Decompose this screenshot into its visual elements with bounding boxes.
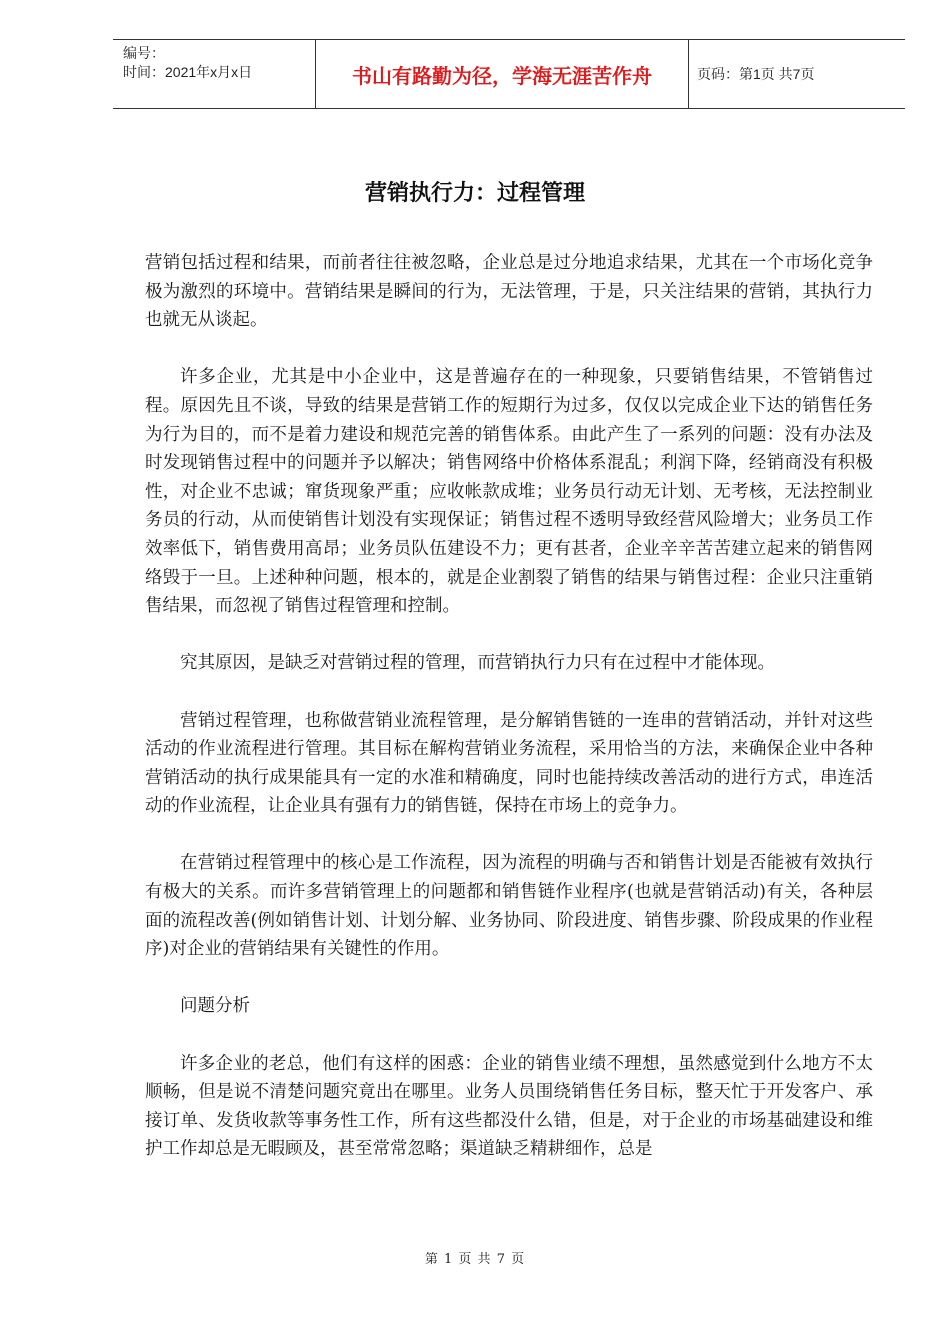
section-heading: 问题分析 — [180, 996, 250, 1017]
header-meta — [113, 40, 315, 108]
paragraph: 在营销过程管理中的核心是工作流程，因为流程的明确与否和销售计划是否能被有效执行有极大的关系。而许多营销管理上的问题都和销售链作业程序(也就是营销活动)有关，各种层面的流程改善(例如销售计划、计划分解、业务协同、阶段进度、销售步骤、阶段成果的作业程序)对企业的营销结果有关键性的作用。 — [145, 853, 873, 960]
paragraph: 营销过程管理，也称做营销业流程管理，是分解销售链的一连串的营销活动，并针对这些活动的作业流程进行管理。其目标在解构营销业务流程，采用恰当的方法，来确保企业中各种营销活动的执行成果能具有一定的水准和精确度，同时也能持续改善活动的进行方式，串连活动的作业流程，让企业具有强有力的销售链，保持在市场上的竞争力。 — [145, 710, 873, 817]
document-title: 营销执行力：过程管理 — [364, 181, 585, 206]
header-table — [113, 39, 905, 109]
document-number-label: 编号： — [123, 45, 165, 61]
header-motto: 书山有路勤为径，学海无涯苦作舟 — [315, 40, 689, 108]
paragraph: 究其原因，是缺乏对营销过程的管理，而营销执行力只有在过程中才能体现。 — [180, 653, 775, 674]
paragraph: 许多企业，尤其是中小企业中，这是普遍存在的一种现象，只要销售结果，不管销售过程。原因先且不谈，导致的结果是营销工作的短期行为过多，仅仅以完成企业下达的销售任务为行为目的，而不是着力建设和规范完善的销售体系。由此产生了一系列的问题：没有办法及时发现销售过程中的问题并予以解决；销售网络中价格体系混乱；利润下降，经销商没有积极性，对企业不忠诚；窜货现象严重；应收帐款成堆；业务员行动无计划、无考核，无法控制业务员的行动，从而使销售计划没有实现保证；销售过程不透明导致经营风险增大；业务员工作效率低下，销售费用高昂；业务员队伍建设不力；更有甚者，企业辛辛苦苦建立起来的销售网络毁于一旦。上述种种问题，根本的，就是企业割裂了销售的结果与销售过程：企业只注重销售结果，而忽视了销售过程管理和控制。 — [145, 367, 873, 617]
paragraph-intro: 营销包括过程和结果，而前者往往被忽略，企业总是过分地追求结果，尤其在一个市场化竞争极为激烈的环境中。营销结果是瞬间的行为，无法管理，于是，只关注结果的营销，其执行力也就无从谈起。 — [145, 253, 873, 331]
document-time-label: 时间：2021年x月x日 — [123, 64, 253, 80]
header-page-info: 页码：第1页 共7页 — [697, 66, 815, 82]
document-body — [145, 249, 873, 1164]
paragraph: 许多企业的老总，他们有这样的困惑：企业的销售业绩不理想，虽然感觉到什么地方不太顺畅，但是说不清楚问题究竟出在哪里。业务人员围绕销售任务目标，整天忙于开发客户、承接订单、发货收款等事务性工作，所有这些都没什么错，但是，对于企业的市场基础建设和维护工作却总是无暇顾及，甚至常常忽略；渠道缺乏精耕细作，总是 — [145, 1053, 873, 1160]
page-footer: 第 1 页 共 7 页 — [424, 1252, 526, 1267]
